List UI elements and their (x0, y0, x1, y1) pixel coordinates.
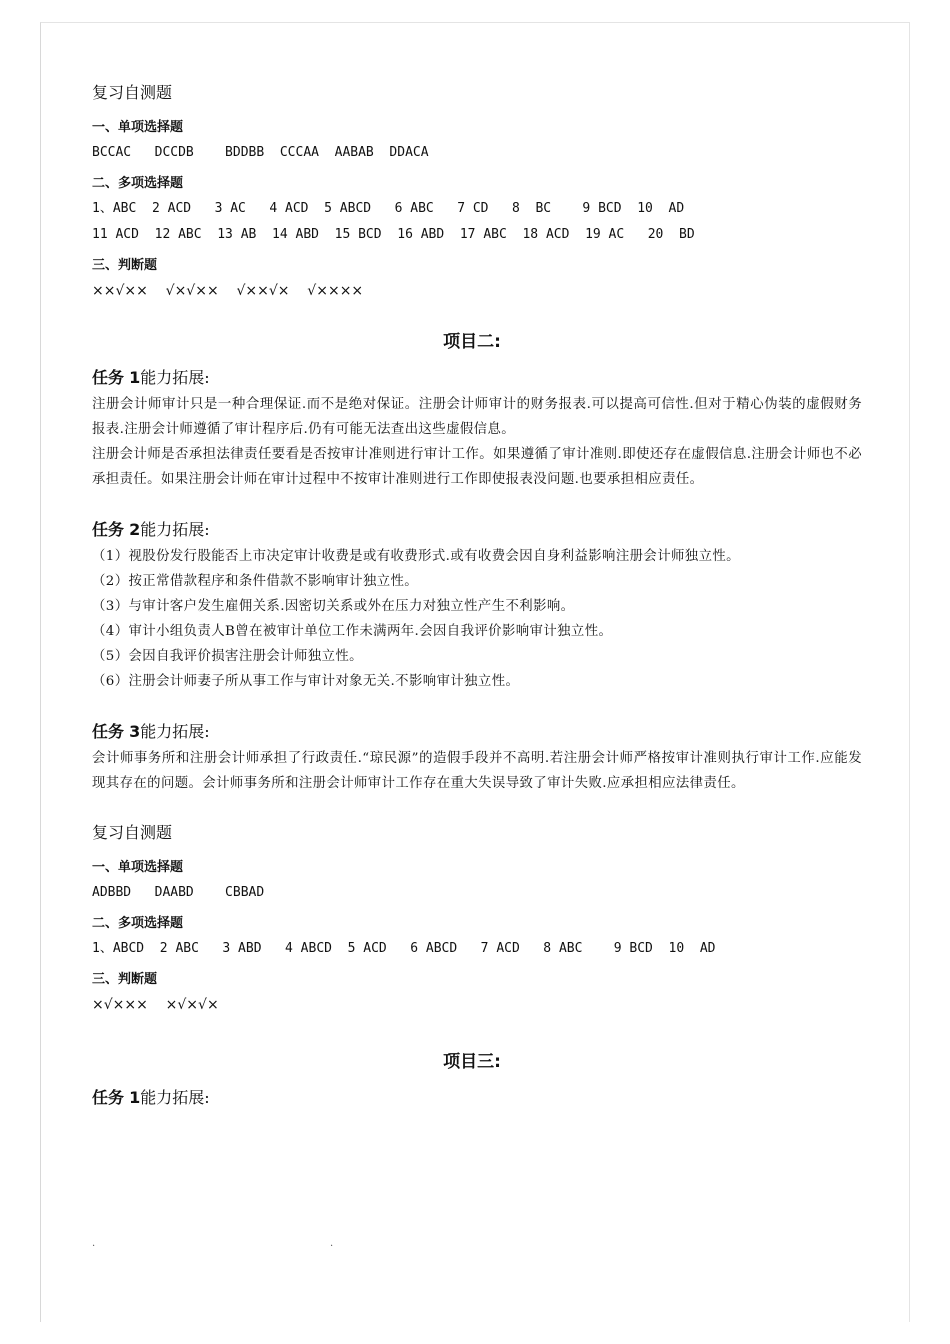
review-title: 复习自测题 (92, 83, 173, 102)
task2-item-5: （5）会因自我评价损害注册会计师独立性。 (92, 649, 363, 664)
true-false-answers-2: ×√××× ×√×√× (92, 997, 219, 1013)
task3-heading (92, 718, 872, 746)
project-two-title: 项目二: (443, 332, 501, 352)
task-label: 任务 (92, 368, 125, 387)
task-label: 任务 (92, 520, 125, 539)
multi-choice-heading-2: 二、多项选择题 (92, 916, 184, 931)
task2-item-4: （4）审计小组负责人B曾在被审计单位工作未满两年.会因自我评价影响审计独立性。 (92, 624, 613, 639)
task3-paragraph: 会计师事务所和注册会计师承担了行政责任.“琼民源”的造假手段并不高明.若注册会计师严格按审计准则执行审计工作.应能发现其存在的问题。会计师事务所和注册会计师审计工作存在重大失误导致了审计失败.应承担相应法律责任。 (92, 751, 862, 791)
footer-dot-right: . (330, 1238, 334, 1249)
task-number: 1 (129, 1088, 141, 1107)
single-choice-heading-2: 一、单项选择题 (92, 860, 184, 875)
document-content (92, 80, 872, 1112)
true-false-answers: ××√×× √×√×× √××√× √×××× (92, 283, 364, 299)
review-title-2: 复习自测题 (92, 823, 173, 842)
multi-choice-answers-line2: 11 ACD 12 ABC 13 AB 14 ABD 15 BCD 16 ABD 17 ABC 18 ACD 19 AC 20 BD (92, 227, 695, 242)
task2-item-6: （6）注册会计师妻子所从事工作与审计对象无关.不影响审计独立性。 (92, 674, 520, 689)
task-suffix: 能力拓展: (140, 1088, 210, 1107)
task2-item-3: （3）与审计客户发生雇佣关系.因密切关系或外在压力对独立性产生不利影响。 (92, 599, 575, 614)
true-false-heading-2: 三、判断题 (92, 972, 158, 987)
task-suffix: 能力拓展: (140, 520, 210, 539)
task1-paragraph-2: 注册会计师是否承担法律责任要看是否按审计准则进行审计工作。如果遵循了审计准则.即使还存在虚假信息.注册会计师也不必承担责任。如果注册会计师在审计过程中不按审计准则进行工作即使报表没问题.也要承担相应责任。 (92, 447, 862, 487)
multi-choice-heading: 二、多项选择题 (92, 176, 184, 191)
task1-paragraph-1: 注册会计师审计只是一种合理保证.而不是绝对保证。注册会计师审计的财务报表.可以提高可信性.但对于精心伪装的虚假财务报表.注册会计师遵循了审计程序后.仍有可能无法查出这些虚假信息。 (92, 397, 862, 437)
task-number: 3 (129, 722, 141, 741)
task-label: 任务 (92, 722, 125, 741)
task-label: 任务 (92, 1088, 125, 1107)
task2-item-1: （1）视股份发行股能否上市决定审计收费是或有收费形式.或有收费会因自身利益影响注册会计师独立性。 (92, 549, 740, 564)
true-false-heading: 三、判断题 (92, 258, 158, 273)
multi-choice-answers-line1: 1、ABC 2 ACD 3 AC 4 ACD 5 ABCD 6 ABC 7 CD 8 BC 9 BCD 10 AD (92, 201, 685, 216)
task2-heading (92, 516, 872, 544)
project-three-title: 项目三: (443, 1052, 501, 1072)
footer-dot-left: . (92, 1238, 96, 1249)
multi-choice-answers-2: 1、ABCD 2 ABC 3 ABD 4 ABCD 5 ACD 6 ABCD 7 ACD 8 ABC 9 BCD 10 AD (92, 941, 716, 956)
single-choice-answers-2: ADBBD DAABD CBBAD (92, 885, 265, 900)
task-suffix: 能力拓展: (140, 368, 210, 387)
project3-task1-heading (92, 1084, 872, 1112)
single-choice-heading: 一、单项选择题 (92, 120, 184, 135)
task1-heading (92, 364, 872, 392)
task-number: 1 (129, 368, 141, 387)
task-number: 2 (129, 520, 141, 539)
single-choice-answers: BCCAC DCCDB BDDBB CCCAA AABAB DDACA (92, 145, 429, 160)
task2-item-2: （2）按正常借款程序和条件借款不影响审计独立性。 (92, 574, 419, 589)
task-suffix: 能力拓展: (140, 722, 210, 741)
